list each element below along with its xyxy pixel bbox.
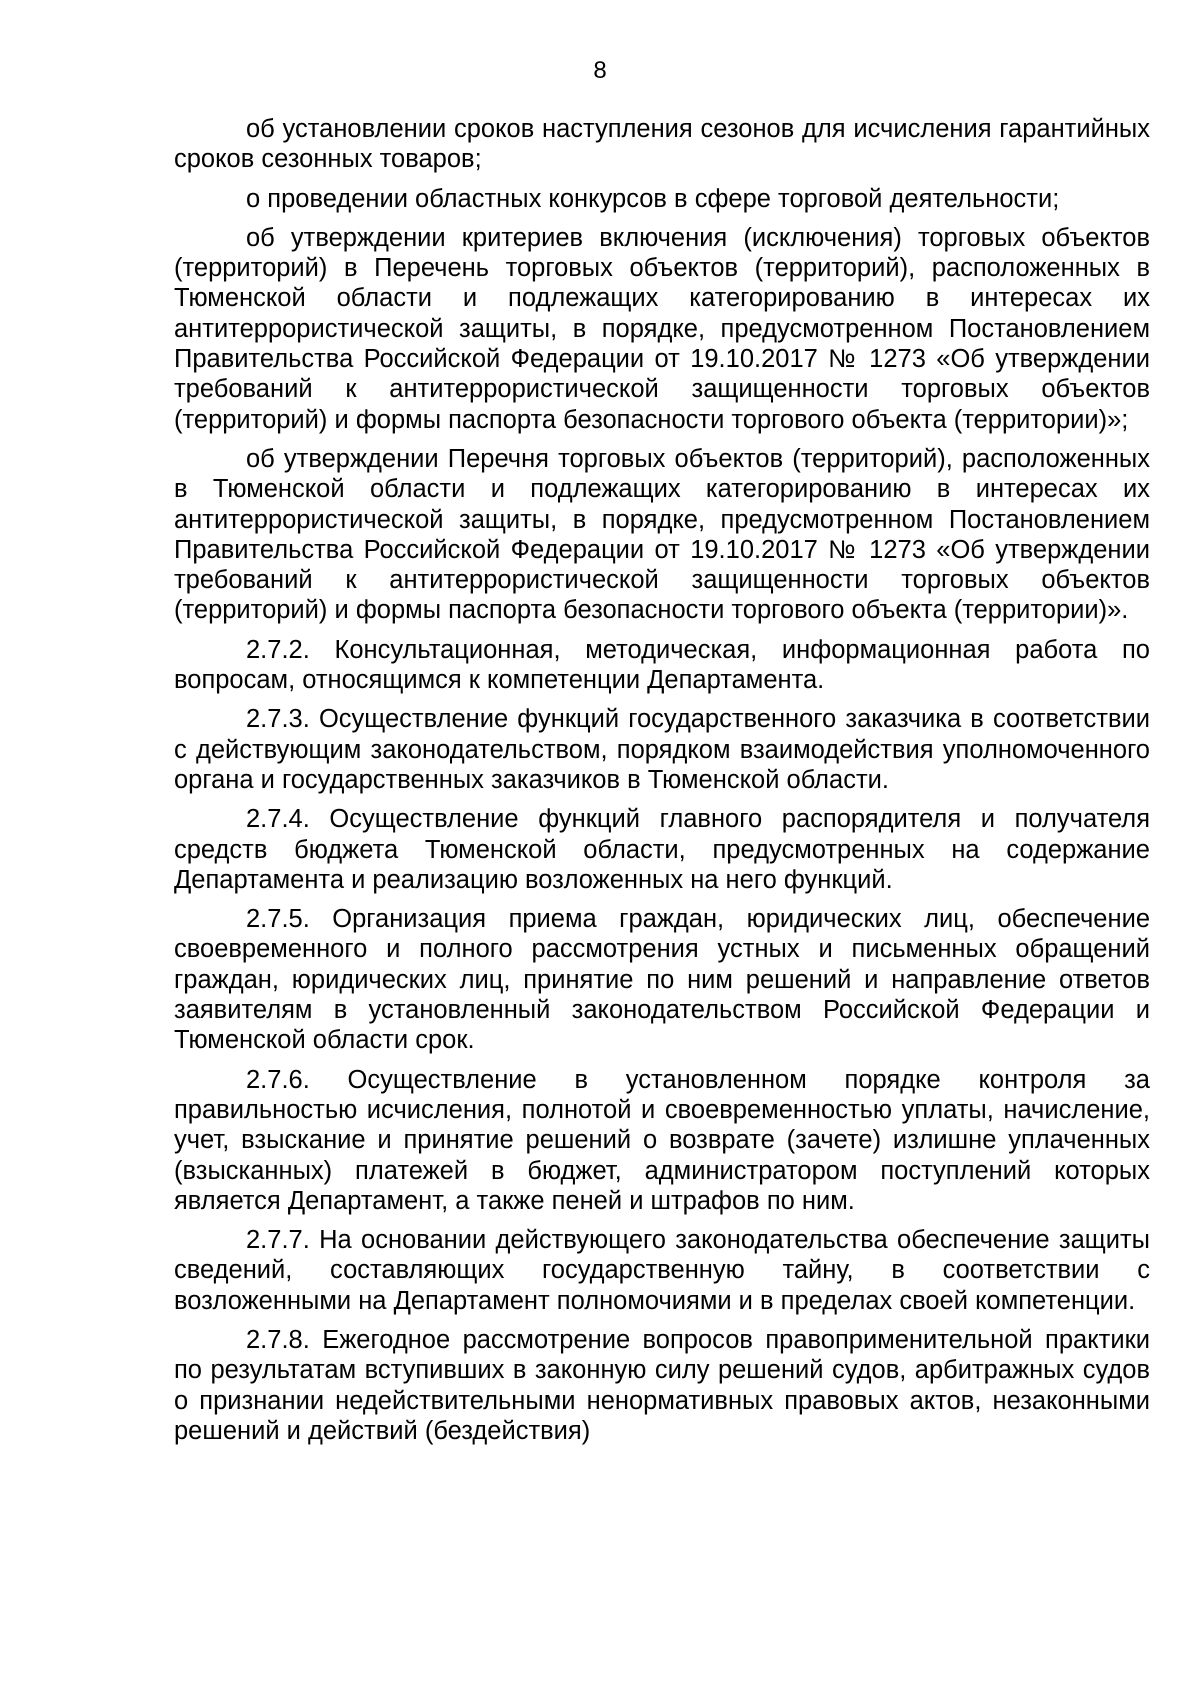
paragraph-criteria: об утверждении критериев включения (исключения) торговых объектов (территорий) в Перечень торговых объектов (территорий), расположенных в Тюменской области и подлежащих категорированию в интересах их антитеррористической защиты, в порядке, предусмотренном Постановлением Правительства Российской Федерации от 19.10.2017 № 1273 «Об утверждении требований к антитеррористической защищенности торговых объектов (территорий) и формы паспорта безопасности торгового объекта (территории)»; [174,223,1150,434]
paragraph-2-7-4: 2.7.4. Осуществление функций главного распорядителя и получателя средств бюджета Тюменской области, предусмотренных на содержание Департамента и реализацию возложенных на него функций. [174,805,1150,894]
page-number: 8 [593,57,607,84]
paragraph-2-7-5: 2.7.5. Организация приема граждан, юридических лиц, обеспечение своевременного и полного рассмотрения устных и письменных обращений граждан, юридических лиц, принятие по ним решений и направление ответов заявителям в установленный законодательством Российской Федерации и Тюменской области срок. [174,905,1150,1055]
document-body [174,114,1150,1455]
paragraph-seasons: об установлении сроков наступления сезонов для исчисления гарантийных сроков сезонных товаров; [174,115,1150,174]
paragraph-contests: о проведении областных конкурсов в сфере торговой деятельности; [246,184,1060,213]
paragraph-2-7-2: 2.7.2. Консультационная, методическая, информационная работа по вопросам, относящимся к компетенции Департамента. [174,635,1150,695]
paragraph-2-7-6: 2.7.6. Осуществление в установленном порядке контроля за правильностью исчисления, полнотой и своевременностью уплаты, начисление, учет, взыскание и принятие решений о возврате (зачете) излишне уплаченных (взысканных) платежей в бюджет, администратором поступлений которых является Департамент, а также пеней и штрафов по ним. [174,1065,1150,1215]
paragraph-2-7-7: 2.7.7. На основании действующего законодательства обеспечение защиты сведений, составляющих государственную тайну, в соответствии с возложенными на Департамент полномочиями и в пределах своей компетенции. [174,1226,1150,1315]
paragraph-2-7-8: 2.7.8. Ежегодное рассмотрение вопросов правоприменительной практики по результатам вступивших в законную силу решений судов, арбитражных судов о признании недействительными ненормативных правовых актов, незаконными решений и действий (бездействия) [174,1325,1150,1445]
paragraph-list-approval: об утверждении Перечня торговых объектов (территорий), расположенных в Тюменской области и подлежащих категорированию в интересах их антитеррористической защиты, в порядке, предусмотренном Постановлением Правительства Российской Федерации от 19.10.2017 № 1273 «Об утверждении требований к антитеррористической защищенности торговых объектов (территорий) и формы паспорта безопасности торгового объекта (территории)». [174,444,1150,625]
paragraph-2-7-3: 2.7.3. Осуществление функций государственного заказчика в соответствии с действующим законодательством, порядком взаимодействия уполномоченного органа и государственных заказчиков в Тюменской области. [174,705,1150,794]
